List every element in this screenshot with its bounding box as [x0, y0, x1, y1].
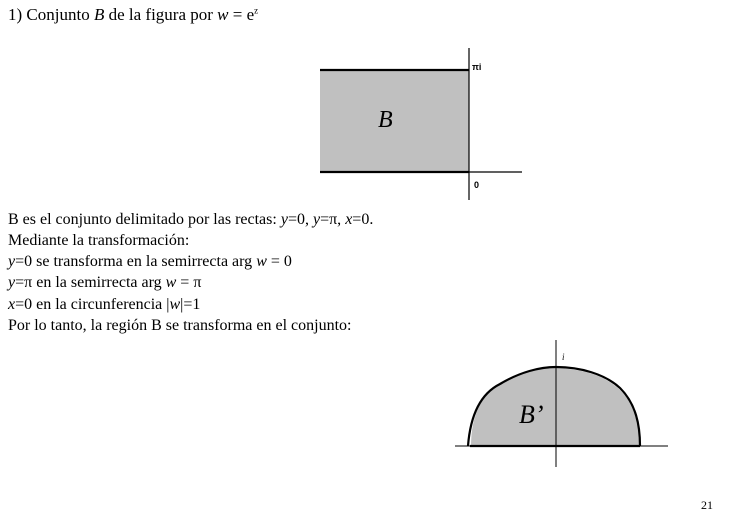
region-B-label: B [378, 107, 393, 133]
i-label: i [562, 352, 565, 362]
text-line-6: Por lo tanto, la región B se transforma en el conjunto: [8, 317, 352, 334]
text-line-4: y=π en la semirrecta arg w = π [8, 274, 202, 291]
text-line-1: B es el conjunto delimitado por las rectas: y=0, y=π, x=0. [8, 211, 374, 228]
text-line-2: Mediante la transformación: [8, 232, 190, 249]
page-number: 21 [701, 498, 713, 512]
text-line-3: y=0 se transforma en la semirrecta arg w = 0 [8, 253, 292, 270]
problem-title: 1) Conjunto B de la figura por $w = e^z$ [8, 5, 259, 24]
figure-strip-B [320, 48, 522, 200]
figure-half-disc-B-prime [455, 340, 668, 467]
region-B [320, 70, 469, 172]
pi-i-label: πi [472, 62, 482, 72]
region-B-prime-label: B’ [519, 400, 544, 429]
origin-label: 0 [474, 180, 480, 190]
text-line-5: x=0 en la circunferencia |w|=1 [8, 296, 201, 313]
